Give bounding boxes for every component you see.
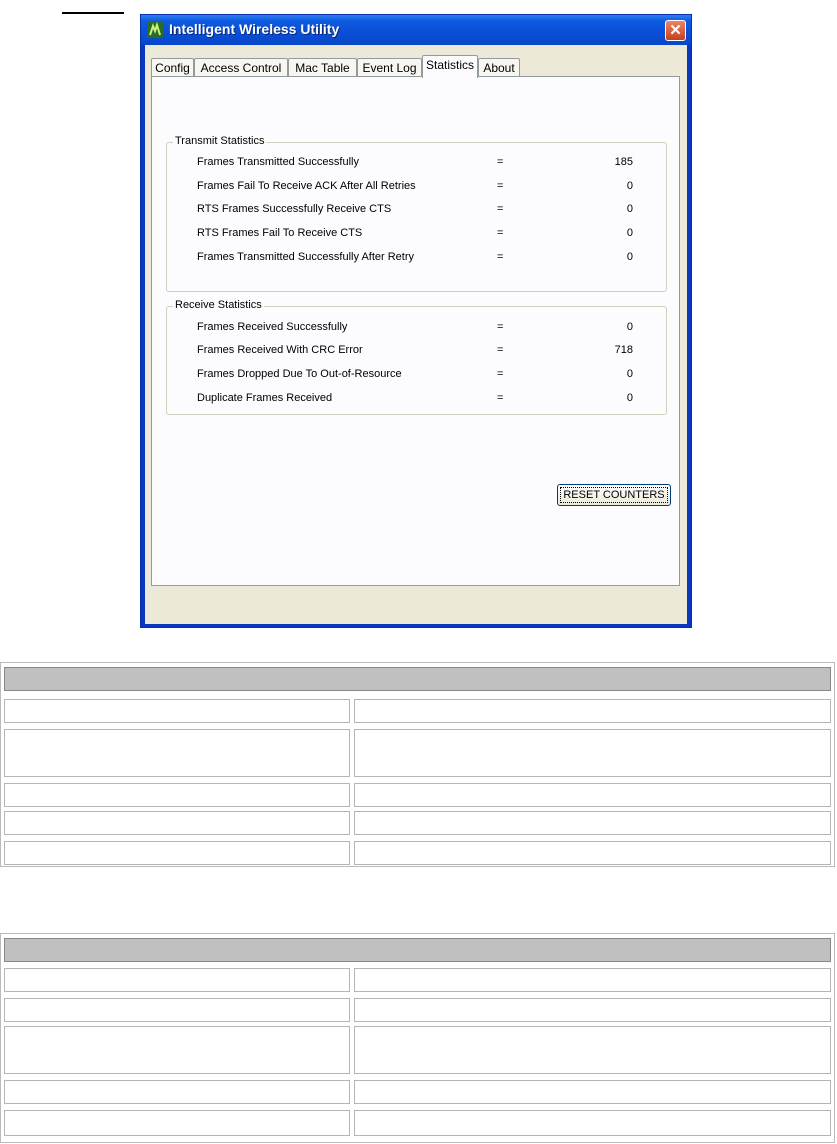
stat-value: 0 [626, 227, 633, 239]
stat-value: 0 [626, 180, 633, 192]
stat-value: 185 [614, 156, 633, 168]
table-cell [354, 1080, 831, 1104]
tab-about[interactable]: About [478, 58, 520, 77]
tab-statistics[interactable]: Statistics [422, 55, 478, 78]
wireless-app-icon [147, 22, 163, 38]
stat-label: Frames Fail To Receive ACK After All Retries [197, 180, 416, 192]
close-icon: ✕ [669, 22, 682, 39]
stat-value: 0 [626, 368, 633, 380]
stat-equals: = [497, 321, 504, 333]
stat-value: 0 [626, 251, 633, 263]
table-cell [354, 729, 831, 777]
stat-row [167, 251, 666, 267]
stat-label: Frames Received Successfully [197, 321, 348, 333]
dialog-window [140, 14, 692, 628]
stat-value: 718 [614, 344, 633, 356]
stat-row [167, 180, 666, 196]
table-cell [354, 968, 831, 992]
stat-label: RTS Frames Successfully Receive CTS [197, 203, 392, 215]
table-cell [4, 968, 350, 992]
table-cell [354, 1110, 831, 1136]
stat-label: Frames Transmitted Successfully [197, 156, 359, 168]
stat-label: Frames Dropped Due To Out-of-Resource [197, 368, 402, 380]
top-rule [62, 12, 124, 14]
close-button[interactable] [665, 20, 686, 41]
table-cell [4, 729, 350, 777]
table-cell [4, 841, 350, 865]
stat-equals: = [497, 227, 504, 239]
stat-equals: = [497, 368, 504, 380]
tab-event-log[interactable]: Event Log [357, 58, 422, 77]
stat-equals: = [497, 251, 504, 263]
table-cell [4, 998, 350, 1022]
transmit-reference-table [0, 662, 835, 867]
statistics-panel [151, 76, 680, 586]
transmit-statistics-group [166, 135, 667, 292]
receive-statistics-title: Receive Statistics [175, 299, 262, 311]
stat-equals: = [497, 392, 504, 404]
stat-label: RTS Frames Fail To Receive CTS [197, 227, 363, 239]
tab-mac-table[interactable]: Mac Table [288, 58, 357, 77]
table-cell [354, 699, 831, 723]
stat-equals: = [497, 203, 504, 215]
stat-row [167, 227, 666, 243]
stat-value: 0 [626, 203, 633, 215]
stat-row [167, 392, 666, 408]
table-cell [4, 783, 350, 807]
table-cell [4, 699, 350, 723]
transmit-statistics-title: Transmit Statistics [175, 135, 265, 147]
stat-equals: = [497, 156, 504, 168]
stat-row [167, 321, 666, 337]
table-cell [354, 783, 831, 807]
table-cell [4, 811, 350, 835]
stat-row [167, 368, 666, 384]
tab-config[interactable]: Config [151, 58, 194, 77]
dialog-client [145, 45, 687, 624]
receive-reference-table [0, 933, 835, 1143]
stat-value: 0 [626, 321, 633, 333]
stat-label: Frames Received With CRC Error [197, 344, 363, 356]
table-cell [4, 1080, 350, 1104]
table-header [4, 938, 831, 962]
table-cell [354, 811, 831, 835]
table-cell [354, 1026, 831, 1074]
table-cell [4, 1110, 350, 1136]
table-cell [354, 998, 831, 1022]
receive-statistics-group [166, 299, 667, 415]
stat-equals: = [497, 180, 504, 192]
stat-value: 0 [626, 392, 633, 404]
table-cell [354, 841, 831, 865]
table-header [4, 667, 831, 691]
title-bar[interactable] [141, 15, 691, 45]
reset-counters-button[interactable]: RESET COUNTERS [557, 484, 671, 506]
stat-label: Frames Transmitted Successfully After Retry [197, 251, 415, 263]
window-title: Intelligent Wireless Utility [169, 21, 340, 37]
stat-row [167, 344, 666, 360]
stat-row [167, 203, 666, 219]
tab-access-control[interactable]: Access Control [194, 58, 288, 77]
stat-label: Duplicate Frames Received [197, 392, 333, 404]
stat-row [167, 156, 666, 172]
stat-equals: = [497, 344, 504, 356]
table-cell [4, 1026, 350, 1074]
